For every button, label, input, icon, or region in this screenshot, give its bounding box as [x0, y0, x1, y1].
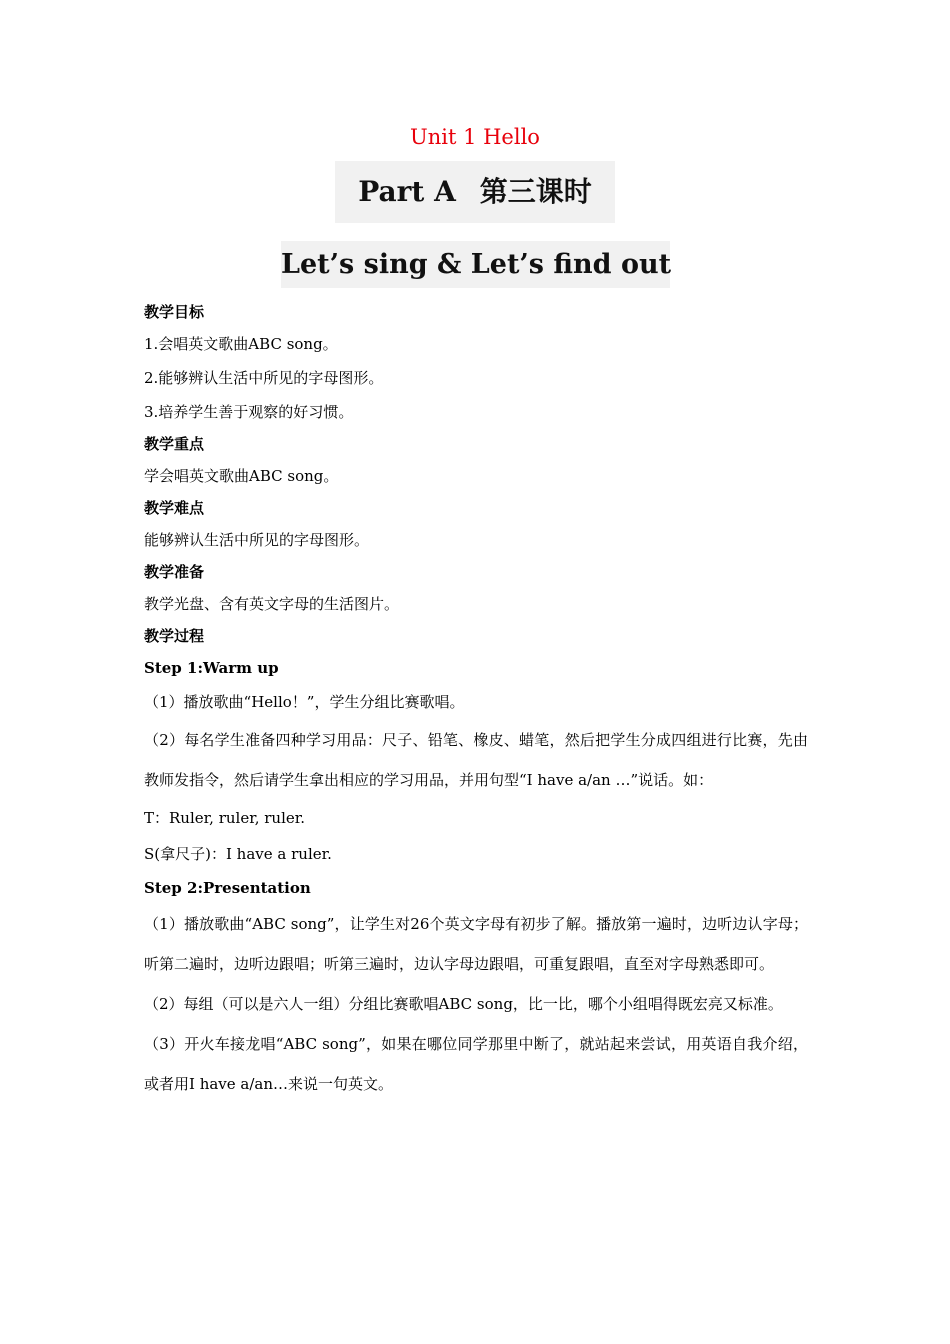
- objective-item: 3.培养学生善于观察的好习惯。: [144, 403, 354, 421]
- dialogue-teacher-line: T：Ruler, ruler, ruler.: [144, 809, 306, 827]
- key-points-text: 学会唱英文歌曲ABC song。: [144, 467, 339, 485]
- preparation-heading: 教学准备: [144, 563, 205, 581]
- lesson-label: 第三课时: [479, 175, 592, 208]
- difficulties-heading: 教学难点: [144, 499, 205, 517]
- lesson-subtitle: Let’s sing & Let’s find out: [281, 249, 672, 280]
- step2-title: Step 2:Presentation: [144, 879, 311, 897]
- lesson-plan-body: [144, 296, 808, 1104]
- difficulties-text: 能够辨认生活中所见的字母图形。: [144, 531, 370, 549]
- part-a-banner: [335, 161, 615, 223]
- step2-paragraph: （3）开火车接龙唱“ABC song”，如果在哪位同学那里中断了，就站起来尝试，用英语自我介绍，或者用I have a/an…来说一句英文。: [144, 1035, 808, 1093]
- part-a-label: Part A: [358, 175, 456, 208]
- objective-item: 1.会唱英文歌曲ABC song。: [144, 335, 338, 353]
- step1-paragraph: （1）播放歌曲“Hello！”，学生分组比赛歌唱。: [144, 693, 465, 711]
- step2-paragraph: （2）每组（可以是六人一组）分组比赛歌唱ABC song，比一比，哪个小组唱得既宏亮又标准。: [144, 995, 783, 1013]
- dialogue-student-line: S(拿尺子)：I have a ruler.: [144, 845, 332, 863]
- process-heading: 教学过程: [144, 627, 205, 645]
- objective-item: 2.能够辨认生活中所见的字母图形。: [144, 369, 384, 387]
- step1-paragraph: （2）每名学生准备四种学习用品：尺子、铅笔、橡皮、蜡笔，然后把学生分成四组进行比赛，先由教师发指令，然后请学生拿出相应的学习用品，并用句型“I have a/an …”说话。如：: [144, 731, 808, 789]
- unit-title: Unit 1 Hello: [410, 125, 540, 149]
- key-points-heading: 教学重点: [144, 435, 205, 453]
- lesson-subtitle-banner: [281, 241, 670, 288]
- objectives-heading: 教学目标: [144, 303, 205, 321]
- step1-title: Step 1:Warm up: [144, 659, 279, 677]
- preparation-text: 教学光盘、含有英文字母的生活图片。: [144, 595, 400, 613]
- step2-paragraph: （1）播放歌曲“ABC song”，让学生对26个英文字母有初步了解。播放第一遍时，边听边认字母；听第二遍时，边听边跟唱；听第三遍时，边认字母边跟唱，可重复跟唱，直至对字母熟悉即可。: [144, 915, 808, 973]
